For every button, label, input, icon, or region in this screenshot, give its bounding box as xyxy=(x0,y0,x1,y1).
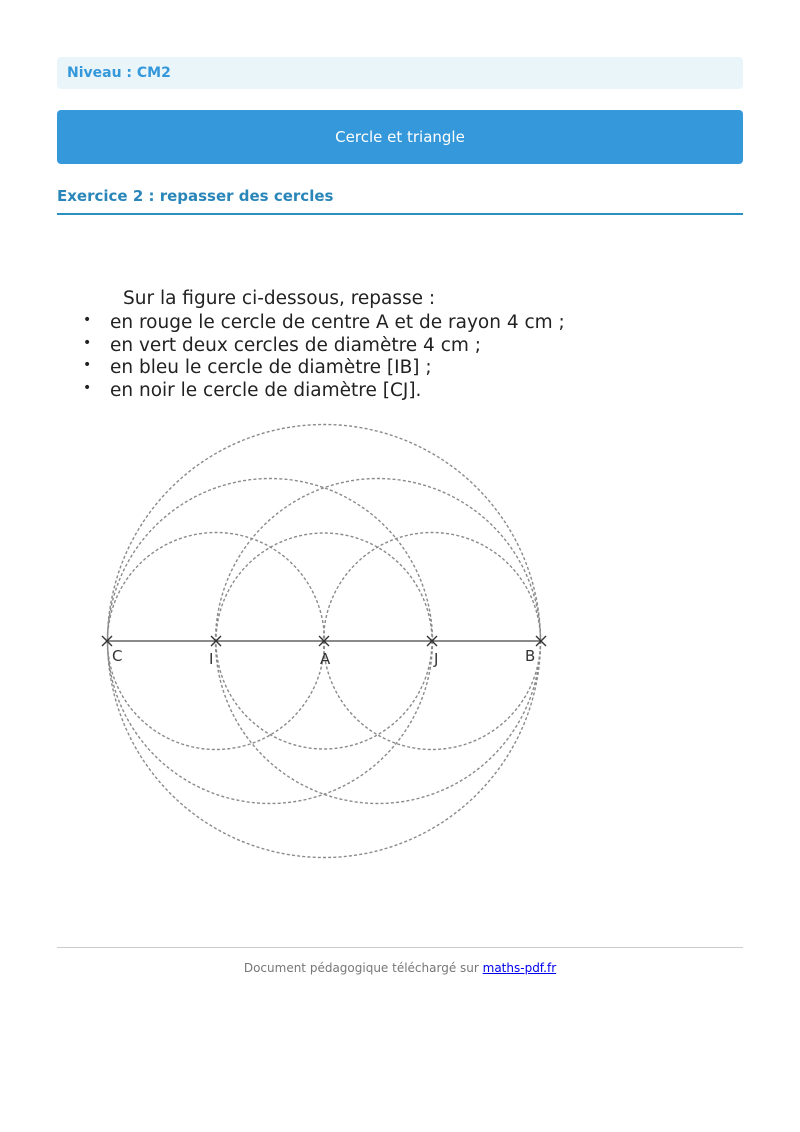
point-label-A: A xyxy=(320,650,331,668)
point-label-J: J xyxy=(434,650,439,668)
instruction-text: en rouge le cercle de centre A et de rayon 4 cm ; xyxy=(110,312,565,333)
instruction-text: en noir le cercle de diamètre [CJ]. xyxy=(110,379,422,401)
list-item xyxy=(80,357,565,380)
point-label-I: I xyxy=(209,650,214,668)
exercise-heading xyxy=(57,186,743,215)
title-banner xyxy=(57,110,743,164)
list-item xyxy=(80,335,565,358)
bullet: • xyxy=(83,379,92,396)
instructions-list xyxy=(80,312,565,402)
footer-link[interactable]: maths-pdf.fr xyxy=(482,961,557,975)
circles-figure xyxy=(90,415,560,865)
point-label-C: C xyxy=(112,647,123,665)
footer xyxy=(0,961,800,975)
bullet: • xyxy=(83,357,92,373)
instruction-text: en vert deux cercles de diamètre 4 cm ; xyxy=(110,334,482,356)
instructions-intro: Sur la figure ci-dessous, repasse : xyxy=(123,288,436,309)
bullet: • xyxy=(83,312,92,328)
footer-text: Document pédagogique téléchargé sur xyxy=(243,961,483,975)
level-label: Niveau : CM2 xyxy=(67,65,171,81)
instruction-text: en bleu le cercle de diamètre [IB] ; xyxy=(110,357,432,378)
level-banner xyxy=(57,57,743,89)
list-item xyxy=(80,380,565,403)
footer-divider xyxy=(57,947,743,948)
page-title: Cercle et triangle xyxy=(335,128,465,146)
point-label-B: B xyxy=(525,647,536,665)
list-item xyxy=(80,312,565,335)
exercise-title: Exercice 2 : repasser des cercles xyxy=(57,187,334,205)
bullet: • xyxy=(83,334,92,351)
